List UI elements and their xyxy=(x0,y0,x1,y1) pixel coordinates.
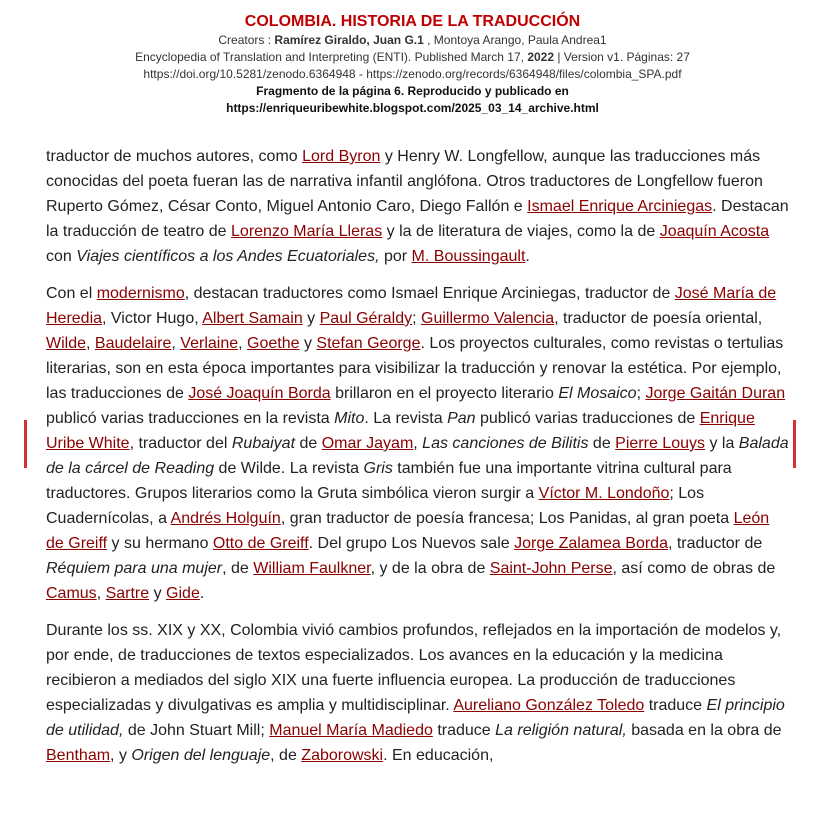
text-run: Con el xyxy=(46,285,97,302)
text-run: , xyxy=(238,335,248,352)
text-run: , traductor de xyxy=(667,535,763,552)
link-goethe[interactable]: Goethe xyxy=(247,335,300,352)
italic-title: Mito xyxy=(334,410,365,427)
link-sartre[interactable]: Sartre xyxy=(105,585,150,602)
margin-mark-right xyxy=(793,420,796,468)
text-run: publicó varias traducciones de xyxy=(475,410,700,427)
text-run: y xyxy=(302,310,320,327)
text-run: y xyxy=(299,335,317,352)
text-run: . En educación, xyxy=(383,747,494,764)
link-m-boussingault[interactable]: M. Boussingault xyxy=(411,248,526,265)
text-run: y su hermano xyxy=(107,535,213,552)
text-run: y Henry W. Longfellow, aunque las traducciones más conocidas del poeta fueran las de narrativa infantil anglófona. Otros traductores de Longfellow fueron Ruperto Gómez, César Conto, Miguel Antonio Caro, Diego Fallón e xyxy=(46,148,763,215)
text-run: ; Los Cuadernícolas, a xyxy=(46,485,705,527)
italic-title: Gris xyxy=(363,460,393,477)
link-baudelaire[interactable]: Baudelaire xyxy=(94,335,172,352)
text-run: brillaron en el proyecto literario xyxy=(330,385,559,402)
link-lorenzo-maría-lleras[interactable]: Lorenzo María Lleras xyxy=(231,223,383,240)
text-run: , y xyxy=(110,747,132,764)
link-paul-géraldy[interactable]: Paul Géraldy xyxy=(319,310,413,327)
text-run: . Destacan la traducción de teatro de xyxy=(46,198,789,240)
italic-title: El Mosaico xyxy=(558,385,637,402)
link-andrés-holguín[interactable]: Andrés Holguín xyxy=(170,510,281,527)
text-run: basada en la obra de xyxy=(626,722,782,739)
text-run: y xyxy=(149,585,167,602)
link-joaquín-acosta[interactable]: Joaquín Acosta xyxy=(659,223,770,240)
link-verlaine[interactable]: Verlaine xyxy=(180,335,239,352)
fragment-note: Fragmento de la página 6. Reproducido y publicado en xyxy=(256,84,569,98)
link-stefan-george[interactable]: Stefan George xyxy=(316,335,421,352)
text-run: ; xyxy=(636,385,646,402)
link-saint-john-perse[interactable]: Saint-John Perse xyxy=(489,560,613,577)
italic-title: La religión natural, xyxy=(495,722,627,739)
text-run: , xyxy=(413,435,423,452)
text-run: , traductor del xyxy=(129,435,232,452)
publication-year: 2022 xyxy=(527,50,555,64)
publication-pre: Encyclopedia of Translation and Interpreting (ENTI). Published March 17, xyxy=(135,50,528,64)
italic-title: Rubaiyat xyxy=(231,435,296,452)
paragraph-2 xyxy=(46,281,791,606)
text-run: con xyxy=(46,248,77,265)
creators-line xyxy=(0,32,825,49)
text-run: traduce xyxy=(432,722,496,739)
text-run: . xyxy=(525,248,530,265)
text-run: y la xyxy=(705,435,739,452)
text-run: , de xyxy=(222,560,254,577)
italic-title: Réquiem para una mujer xyxy=(46,560,223,577)
text-run: , así como de obras de xyxy=(612,560,776,577)
text-run: y la de literatura de viajes, como la de xyxy=(382,223,660,240)
text-run: . xyxy=(199,585,205,602)
link-aureliano-gonzález-toledo[interactable]: Aureliano González Toledo xyxy=(453,697,645,714)
link-modernismo[interactable]: modernismo xyxy=(96,285,185,302)
link-víctor-m-londoño[interactable]: Víctor M. Londoño xyxy=(538,485,670,502)
text-run: , de xyxy=(270,747,302,764)
paragraph-3 xyxy=(46,618,791,768)
link-zaborowski[interactable]: Zaborowski xyxy=(301,747,384,764)
link-enrique-uribe-white[interactable]: Enrique Uribe White xyxy=(46,410,755,452)
source-url: https://enriqueuribewhite.blogspot.com/2025_03_14_archive.html xyxy=(226,101,599,115)
link-jorge-zalamea-borda[interactable]: Jorge Zalamea Borda xyxy=(514,535,668,552)
italic-title: El principio de utilidad, xyxy=(46,697,785,739)
text-run: de xyxy=(295,435,322,452)
urls-line: https://doi.org/10.5281/zenodo.6364948 - https://zenodo.org/records/6364948/files/colombia_SPA.pdf xyxy=(143,67,682,81)
link-lord-byron[interactable]: Lord Byron xyxy=(302,148,381,165)
italic-title: Viajes científicos a los Andes Ecuatoriales, xyxy=(76,248,380,265)
link-camus[interactable]: Camus xyxy=(46,585,97,602)
link-josé-maría-de-heredia[interactable]: José María de Heredia xyxy=(46,285,777,327)
text-run: , xyxy=(86,335,95,352)
creator-1: Ramírez Giraldo, Juan G.1 xyxy=(274,33,424,47)
text-run: también fue una importante vitrina cultural para traductores. Grupos literarios como la Gruta simbólica vieron surgir a xyxy=(46,460,732,502)
text-run: traduce xyxy=(644,697,707,714)
text-run: , xyxy=(171,335,181,352)
link-wilde[interactable]: Wilde xyxy=(46,335,87,352)
text-run: ; xyxy=(412,310,422,327)
creators-label: Creators : xyxy=(218,33,275,47)
link-jorge-gaitán-duran[interactable]: Jorge Gaitán Duran xyxy=(645,385,786,402)
text-run: . La revista xyxy=(364,410,448,427)
link-gide[interactable]: Gide xyxy=(166,585,200,602)
link-pierre-louys[interactable]: Pierre Louys xyxy=(615,435,705,452)
link-otto-de-greiff[interactable]: Otto de Greiff xyxy=(212,535,309,552)
link-albert-samain[interactable]: Albert Samain xyxy=(202,310,303,327)
link-ismael-enrique-arciniegas[interactable]: Ismael Enrique Arciniegas xyxy=(527,198,713,215)
publication-post: | Version v1. Páginas: 27 xyxy=(554,50,690,64)
text-run: publicó varias traducciones en la revista xyxy=(46,410,335,427)
text-run: traductor de muchos autores, como xyxy=(46,148,303,165)
italic-title: Balada de la cárcel de Reading xyxy=(46,435,789,477)
link-león-de-greiff[interactable]: León de Greiff xyxy=(46,510,770,552)
document-title: COLOMBIA. HISTORIA DE LA TRADUCCIÓN xyxy=(244,13,581,30)
text-run: de John Stuart Mill; xyxy=(123,722,270,739)
text-run: , Victor Hugo, xyxy=(102,310,203,327)
paragraph-1 xyxy=(46,144,791,269)
text-run: . Del grupo Los Nuevos sale xyxy=(308,535,515,552)
text-run: Durante los ss. XIX y XX, Colombia vivió cambios profundos, reflejados en la importación de modelos y, por ende, de traducciones de textos especializados. Los avances en la educación y la medicina recibieron a mediados del siglo XIX una fuerte influencia europea. La producción de traducciones especializadas y divulgativas es amplia y multidisciplinar. xyxy=(46,622,782,714)
text-run: por xyxy=(379,248,412,265)
link-omar-jayam[interactable]: Omar Jayam xyxy=(321,435,414,452)
italic-title: Pan xyxy=(447,410,476,427)
publication-line xyxy=(0,49,825,66)
document-header xyxy=(0,0,825,117)
link-bentham[interactable]: Bentham xyxy=(46,747,111,764)
link-william-faulkner[interactable]: William Faulkner xyxy=(253,560,371,577)
text-run: de Wilde. La revista xyxy=(214,460,364,477)
text-run: , xyxy=(96,585,106,602)
text-run: de xyxy=(588,435,616,452)
text-run: , destacan traductores como Ismael Enrique Arciniegas, traductor de xyxy=(184,285,675,302)
italic-title: Origen del lenguaje xyxy=(131,747,271,764)
creators-rest: , Montoya Arango, Paula Andrea1 xyxy=(423,33,607,47)
link-guillermo-valencia[interactable]: Guillermo Valencia xyxy=(421,310,555,327)
article-body xyxy=(46,144,791,780)
link-josé-joaquín-borda[interactable]: José Joaquín Borda xyxy=(188,385,331,402)
margin-mark-left xyxy=(24,420,27,468)
italic-title: Las canciones de Bilitis xyxy=(422,435,589,452)
text-run: , gran traductor de poesía francesa; Los Panidas, al gran poeta xyxy=(280,510,734,527)
text-run: . Los proyectos culturales, como revistas o tertulias literarias, son en esta época importantes para visibilizar la traducción y renovar la estética. Por ejemplo, las traducciones de xyxy=(46,335,784,402)
text-run: , y de la obra de xyxy=(370,560,490,577)
text-run: , traductor de poesía oriental, xyxy=(554,310,763,327)
link-manuel-maría-madiedo[interactable]: Manuel María Madiedo xyxy=(269,722,433,739)
